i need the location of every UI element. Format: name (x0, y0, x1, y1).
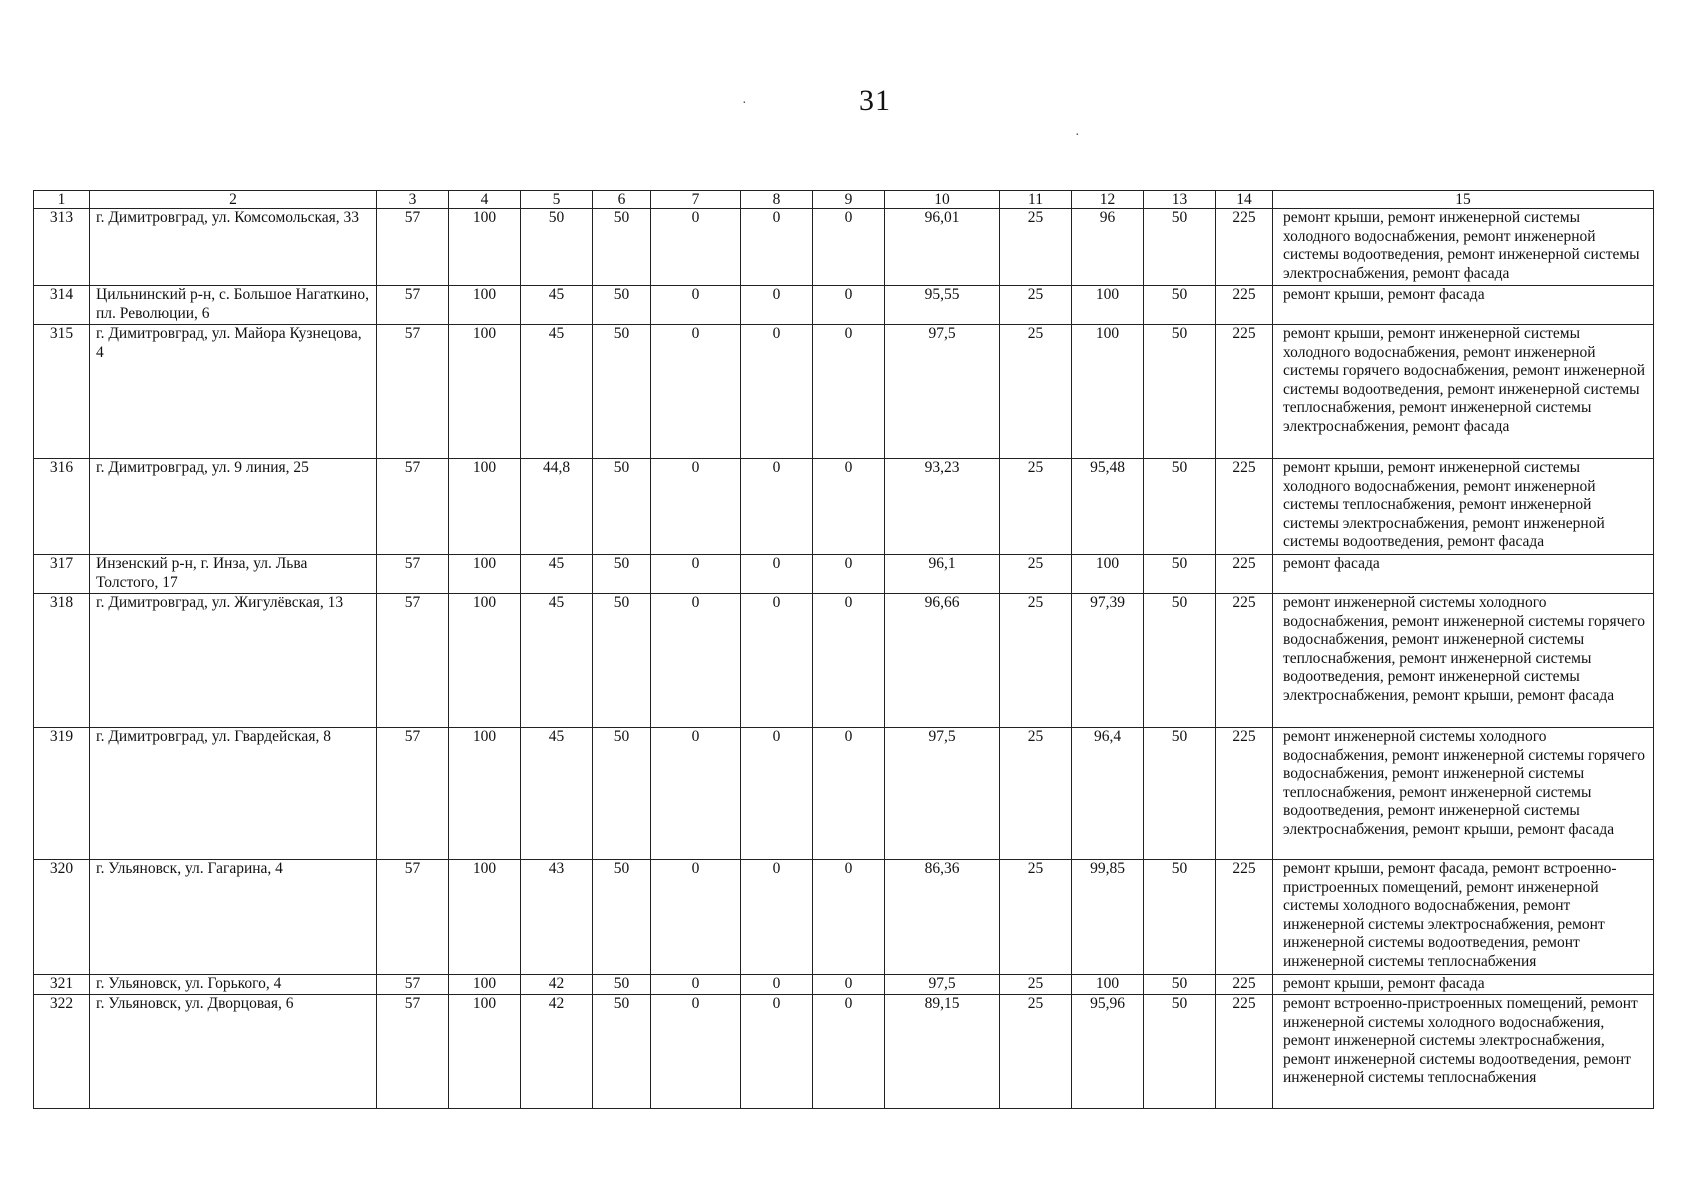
value-cell: 25 (1000, 728, 1072, 860)
value-cell: 0 (813, 860, 885, 975)
value-cell: 0 (651, 594, 741, 728)
value-cell: 100 (1072, 286, 1144, 325)
value-cell: 99,85 (1072, 860, 1144, 975)
column-header: 1 (34, 191, 90, 209)
value-cell: 57 (377, 975, 449, 995)
value-cell: 96,01 (885, 209, 1000, 286)
column-header: 8 (741, 191, 813, 209)
column-header: 13 (1144, 191, 1216, 209)
value-cell: 225 (1216, 860, 1273, 975)
value-cell: 225 (1216, 325, 1273, 459)
value-cell: 0 (651, 975, 741, 995)
value-cell: 50 (1144, 728, 1216, 860)
address-cell: г. Ульяновск, ул. Дворцовая, 6 (90, 995, 377, 1109)
value-cell: 0 (651, 459, 741, 555)
value-cell: 96,66 (885, 594, 1000, 728)
value-cell: 0 (741, 860, 813, 975)
value-cell: 0 (813, 209, 885, 286)
value-cell: 50 (593, 728, 651, 860)
value-cell: 0 (741, 209, 813, 286)
address-cell: Цильнинский р-н, с. Большое Нагаткино, пл. Революции, 6 (90, 286, 377, 325)
value-cell: 50 (1144, 325, 1216, 459)
value-cell: 93,23 (885, 459, 1000, 555)
value-cell: 0 (741, 459, 813, 555)
value-cell: 0 (651, 286, 741, 325)
table-row (34, 860, 1654, 975)
address-cell: г. Димитровград, ул. Гвардейская, 8 (90, 728, 377, 860)
value-cell: 0 (651, 209, 741, 286)
value-cell: 50 (1144, 975, 1216, 995)
value-cell: 0 (651, 555, 741, 594)
value-cell: 225 (1216, 975, 1273, 995)
value-cell: 25 (1000, 459, 1072, 555)
value-cell: 225 (1216, 459, 1273, 555)
works-cell: ремонт встроенно-пристроенных помещений, ремонт инженерной системы холодного водоснабжения, ремонт инженерной системы электроснабжения, ремонт инженерной системы водоотведения, ремонт инженерной системы теплоснабжения (1273, 995, 1654, 1109)
row-number: 318 (34, 594, 90, 728)
address-cell: г. Ульяновск, ул. Горького, 4 (90, 975, 377, 995)
value-cell: 50 (1144, 555, 1216, 594)
value-cell: 50 (593, 995, 651, 1109)
value-cell: 50 (593, 209, 651, 286)
works-cell: ремонт крыши, ремонт фасада (1273, 286, 1654, 325)
table-row (34, 594, 1654, 728)
value-cell: 57 (377, 995, 449, 1109)
scan-artifact: · (742, 96, 747, 111)
value-cell: 0 (741, 995, 813, 1109)
value-cell: 0 (813, 975, 885, 995)
value-cell: 225 (1216, 209, 1273, 286)
value-cell: 25 (1000, 995, 1072, 1109)
value-cell: 0 (813, 459, 885, 555)
value-cell: 25 (1000, 555, 1072, 594)
value-cell: 100 (449, 860, 521, 975)
repair-table (33, 190, 1654, 1109)
value-cell: 50 (593, 594, 651, 728)
row-number: 319 (34, 728, 90, 860)
value-cell: 57 (377, 286, 449, 325)
value-cell: 97,5 (885, 728, 1000, 860)
value-cell: 95,96 (1072, 995, 1144, 1109)
value-cell: 0 (741, 325, 813, 459)
value-cell: 43 (521, 860, 593, 975)
value-cell: 50 (521, 209, 593, 286)
value-cell: 100 (449, 325, 521, 459)
value-cell: 50 (1144, 995, 1216, 1109)
value-cell: 25 (1000, 325, 1072, 459)
row-number: 313 (34, 209, 90, 286)
address-cell: г. Димитровград, ул. Жигулёвская, 13 (90, 594, 377, 728)
value-cell: 0 (813, 995, 885, 1109)
value-cell: 0 (651, 995, 741, 1109)
value-cell: 96,4 (1072, 728, 1144, 860)
column-header: 7 (651, 191, 741, 209)
value-cell: 100 (1072, 975, 1144, 995)
value-cell: 100 (449, 286, 521, 325)
value-cell: 57 (377, 325, 449, 459)
works-cell: ремонт крыши, ремонт инженерной системы холодного водоснабжения, ремонт инженерной системы водоотведения, ремонт инженерной системы электроснабжения, ремонт фасада (1273, 209, 1654, 286)
value-cell: 96,1 (885, 555, 1000, 594)
value-cell: 89,15 (885, 995, 1000, 1109)
value-cell: 25 (1000, 209, 1072, 286)
value-cell: 0 (741, 286, 813, 325)
value-cell: 100 (449, 459, 521, 555)
table-row (34, 995, 1654, 1109)
value-cell: 0 (813, 286, 885, 325)
value-cell: 50 (1144, 286, 1216, 325)
value-cell: 0 (651, 728, 741, 860)
value-cell: 100 (449, 209, 521, 286)
value-cell: 50 (593, 459, 651, 555)
address-cell: Инзенский р-н, г. Инза, ул. Льва Толстого, 17 (90, 555, 377, 594)
row-number: 321 (34, 975, 90, 995)
value-cell: 0 (741, 728, 813, 860)
column-header: 3 (377, 191, 449, 209)
value-cell: 97,5 (885, 325, 1000, 459)
value-cell: 0 (813, 555, 885, 594)
works-cell: ремонт фасада (1273, 555, 1654, 594)
address-cell: г. Ульяновск, ул. Гагарина, 4 (90, 860, 377, 975)
column-header: 14 (1216, 191, 1273, 209)
value-cell: 95,48 (1072, 459, 1144, 555)
value-cell: 225 (1216, 555, 1273, 594)
value-cell: 86,36 (885, 860, 1000, 975)
works-cell: ремонт крыши, ремонт инженерной системы холодного водоснабжения, ремонт инженерной системы горячего водоснабжения, ремонт инженерной системы водоотведения, ремонт инженерной системы теплоснабжения, ремонт инженерной системы электроснабжения, ремонт фасада (1273, 325, 1654, 459)
address-cell: г. Димитровград, ул. Комсомольская, 33 (90, 209, 377, 286)
value-cell: 42 (521, 995, 593, 1109)
row-number: 315 (34, 325, 90, 459)
column-header: 10 (885, 191, 1000, 209)
value-cell: 225 (1216, 728, 1273, 860)
value-cell: 50 (1144, 209, 1216, 286)
value-cell: 0 (741, 555, 813, 594)
value-cell: 225 (1216, 995, 1273, 1109)
value-cell: 45 (521, 555, 593, 594)
row-number: 316 (34, 459, 90, 555)
table-row (34, 728, 1654, 860)
address-cell: г. Димитровград, ул. Майора Кузнецова, 4 (90, 325, 377, 459)
value-cell: 95,55 (885, 286, 1000, 325)
column-header: 15 (1273, 191, 1654, 209)
table-row (34, 555, 1654, 594)
value-cell: 50 (1144, 860, 1216, 975)
value-cell: 50 (593, 325, 651, 459)
works-cell: ремонт крыши, ремонт фасада (1273, 975, 1654, 995)
column-number-row (34, 191, 1654, 209)
value-cell: 97,39 (1072, 594, 1144, 728)
value-cell: 225 (1216, 594, 1273, 728)
value-cell: 57 (377, 594, 449, 728)
row-number: 320 (34, 860, 90, 975)
value-cell: 25 (1000, 286, 1072, 325)
column-header: 5 (521, 191, 593, 209)
row-number: 317 (34, 555, 90, 594)
column-header: 4 (449, 191, 521, 209)
value-cell: 57 (377, 459, 449, 555)
value-cell: 42 (521, 975, 593, 995)
value-cell: 45 (521, 728, 593, 860)
value-cell: 100 (1072, 325, 1144, 459)
value-cell: 45 (521, 594, 593, 728)
value-cell: 100 (449, 728, 521, 860)
value-cell: 25 (1000, 860, 1072, 975)
value-cell: 25 (1000, 594, 1072, 728)
table-row (34, 459, 1654, 555)
value-cell: 225 (1216, 286, 1273, 325)
value-cell: 50 (593, 975, 651, 995)
address-cell: г. Димитровград, ул. 9 линия, 25 (90, 459, 377, 555)
scan-artifact: · (1075, 128, 1080, 143)
value-cell: 45 (521, 286, 593, 325)
value-cell: 50 (1144, 459, 1216, 555)
column-header: 6 (593, 191, 651, 209)
page-number: 31 (859, 84, 891, 117)
value-cell: 44,8 (521, 459, 593, 555)
value-cell: 0 (741, 594, 813, 728)
column-header: 9 (813, 191, 885, 209)
value-cell: 0 (741, 975, 813, 995)
works-cell: ремонт крыши, ремонт фасада, ремонт встроенно-пристроенных помещений, ремонт инженерной системы холодного водоснабжения, ремонт инженерной системы электроснабжения, ремонт инженерной системы водоотведения, ремонт инженерной системы теплоснабжения (1273, 860, 1654, 975)
value-cell: 57 (377, 860, 449, 975)
row-number: 322 (34, 995, 90, 1109)
row-number: 314 (34, 286, 90, 325)
value-cell: 25 (1000, 975, 1072, 995)
value-cell: 100 (1072, 555, 1144, 594)
table-row (34, 325, 1654, 459)
value-cell: 100 (449, 975, 521, 995)
value-cell: 0 (813, 325, 885, 459)
value-cell: 57 (377, 728, 449, 860)
value-cell: 0 (651, 325, 741, 459)
value-cell: 96 (1072, 209, 1144, 286)
table-row (34, 209, 1654, 286)
works-cell: ремонт инженерной системы холодного водоснабжения, ремонт инженерной системы горячего водоснабжения, ремонт инженерной системы теплоснабжения, ремонт инженерной системы водоотведения, ремонт инженерной системы электроснабжения, ремонт крыши, ремонт фасада (1273, 728, 1654, 860)
table-row (34, 975, 1654, 995)
value-cell: 57 (377, 555, 449, 594)
column-header: 2 (90, 191, 377, 209)
value-cell: 0 (651, 860, 741, 975)
value-cell: 50 (593, 286, 651, 325)
works-cell: ремонт крыши, ремонт инженерной системы холодного водоснабжения, ремонт инженерной системы теплоснабжения, ремонт инженерной системы электроснабжения, ремонт инженерной системы водоотведения, ремонт фасада (1273, 459, 1654, 555)
value-cell: 50 (1144, 594, 1216, 728)
column-header: 11 (1000, 191, 1072, 209)
value-cell: 97,5 (885, 975, 1000, 995)
value-cell: 100 (449, 995, 521, 1109)
table-row (34, 286, 1654, 325)
value-cell: 50 (593, 860, 651, 975)
value-cell: 0 (813, 728, 885, 860)
value-cell: 57 (377, 209, 449, 286)
value-cell: 0 (813, 594, 885, 728)
column-header: 12 (1072, 191, 1144, 209)
value-cell: 100 (449, 555, 521, 594)
value-cell: 45 (521, 325, 593, 459)
works-cell: ремонт инженерной системы холодного водоснабжения, ремонт инженерной системы горячего водоснабжения, ремонт инженерной системы теплоснабжения, ремонт инженерной системы водоотведения, ремонт инженерной системы электроснабжения, ремонт крыши, ремонт фасада (1273, 594, 1654, 728)
value-cell: 100 (449, 594, 521, 728)
value-cell: 50 (593, 555, 651, 594)
